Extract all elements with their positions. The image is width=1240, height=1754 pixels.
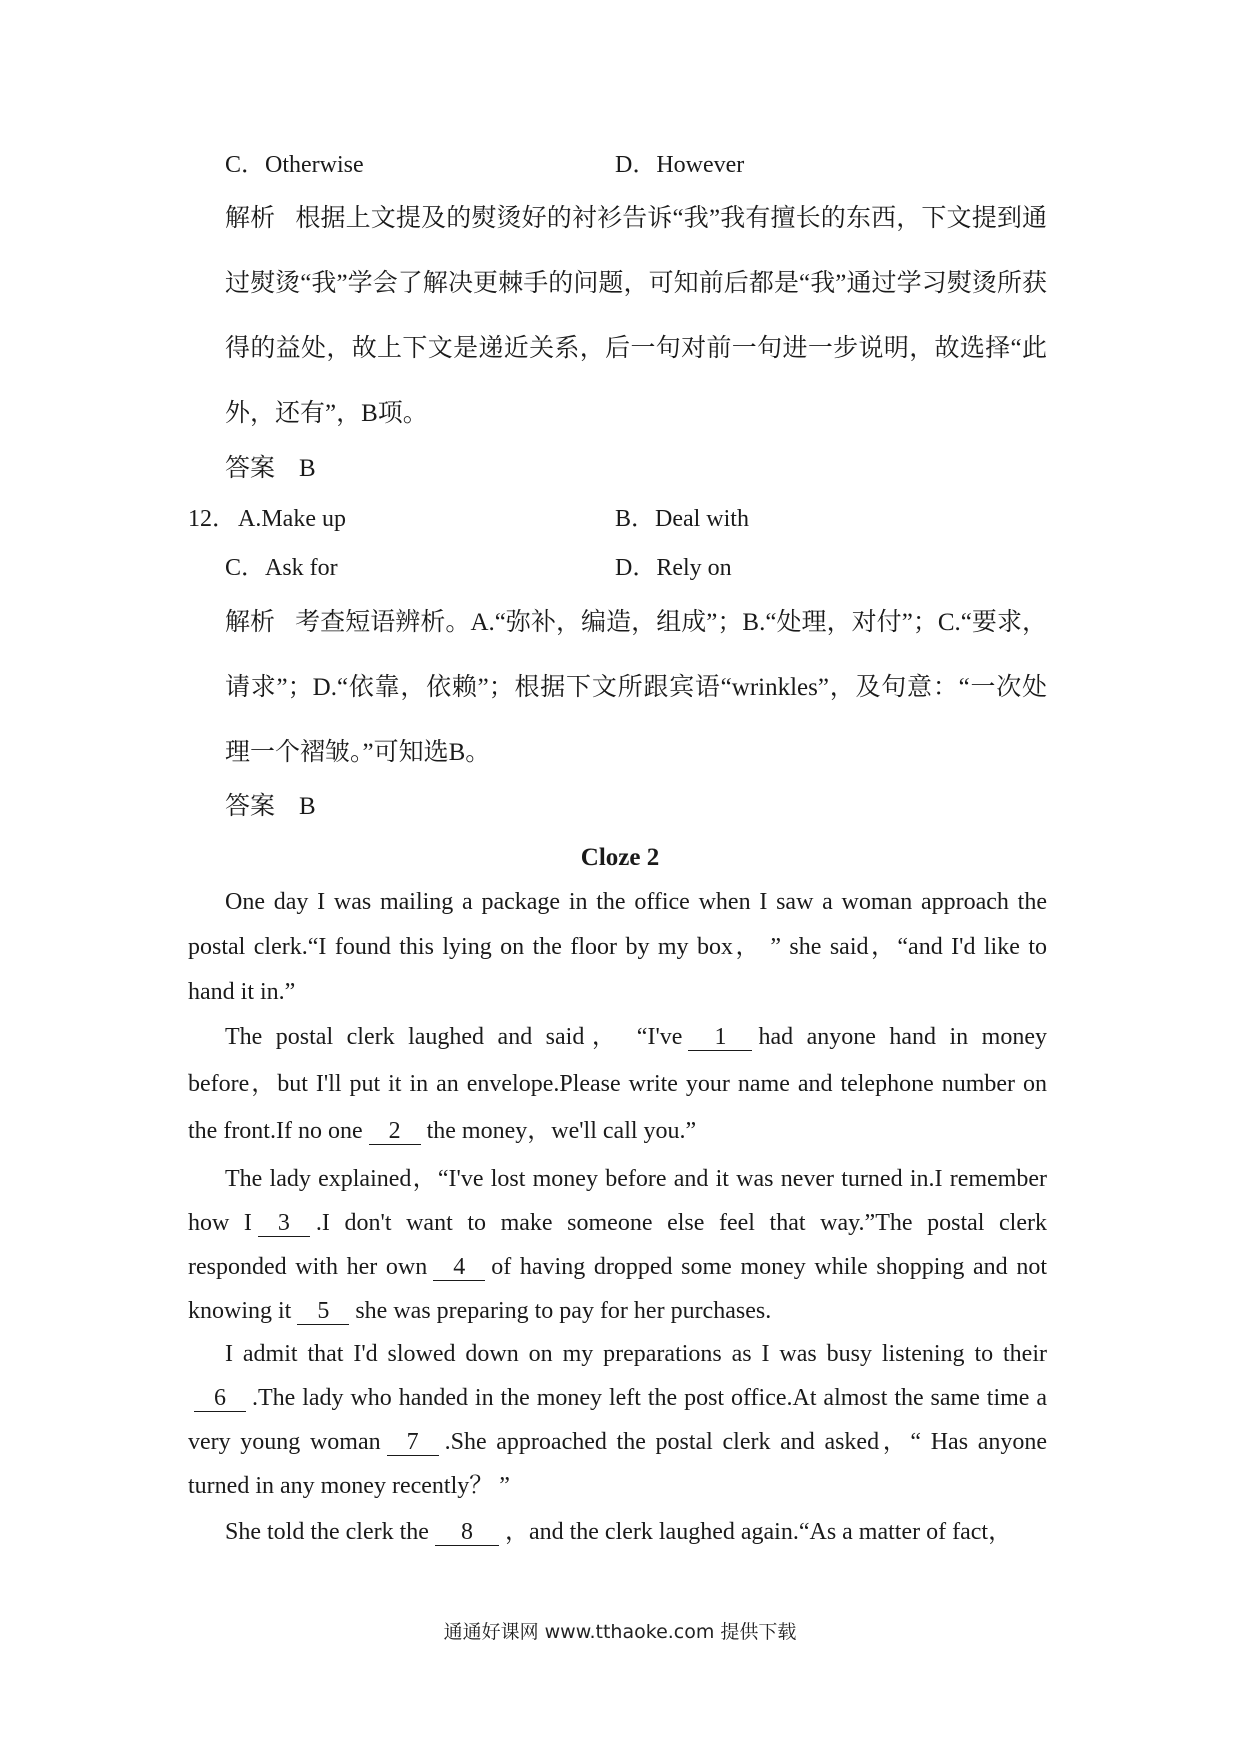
q11-explanation-label: 解析 — [225, 205, 276, 232]
blank-2: 2 — [369, 1118, 421, 1145]
q12-explanation-text: 考查短语辨析。A.“弥补，编造，组成”；B.“处理，对付”；C.“要求，请求”；D.“依靠，依赖”；根据下文所跟宾语“wrinkles”，及句意：“一次处理一个褶皱。”可知选B。 — [225, 609, 1047, 766]
q12-option-a: A.Make up — [238, 506, 346, 532]
passage-text: ，and the clerk laughed again.“As a matter of fact， — [504, 1519, 1013, 1545]
passage-text: I admit that I'd slowed down on my preparations as I was busy listening to their — [225, 1341, 1047, 1367]
passage-text: the money，we'll call you.” — [426, 1118, 697, 1144]
q11-explanation-text: 根据上文提及的熨烫好的衬衫告诉“我”我有擅长的东西，下文提到通过熨烫“我”学会了解决更棘手的问题，可知前后都是“我”通过学习熨烫所获得的益处，故上下文是递近关系，后一句对前一句进一步说明，故选择“此外，还有”，B项。 — [225, 205, 1047, 427]
passage-text: she was preparing to pay for her purchases. — [355, 1298, 772, 1324]
passage-paragraph-2 — [188, 1014, 1047, 1155]
q11-answer — [225, 451, 316, 487]
cloze-title: Cloze 2 — [580, 844, 660, 871]
page-footer: 通通好课网 www.tthaoke.com 提供下载 — [443, 1621, 797, 1643]
blank-1: 1 — [688, 1024, 752, 1051]
passage-paragraph-1: One day I was mailing a package in the office when I saw a woman approach the postal clerk.“I found this lying on the floor by my box， ” she said，“and I'd like to hand it in.” — [188, 889, 1047, 1005]
passage-text: The postal clerk laughed and said， “I've — [225, 1024, 683, 1050]
q12-explanation — [225, 590, 1047, 785]
q11-option-c: C．Otherwise — [225, 152, 364, 178]
blank-5: 5 — [297, 1298, 349, 1325]
q12-answer-value: B — [299, 793, 316, 820]
q11-answer-label: 答案 — [225, 455, 276, 482]
passage-paragraph-4 — [188, 1332, 1047, 1508]
blank-8: 8 — [435, 1519, 499, 1546]
q12-option-c: C．Ask for — [225, 555, 338, 581]
passage-text: .I don't want to make someone else feel that way.”The postal clerk responded with her own — [188, 1210, 1047, 1280]
q12-answer-label: 答案 — [225, 793, 276, 820]
blank-3: 3 — [258, 1210, 310, 1237]
q12-answer — [225, 789, 316, 825]
passage-paragraph-3 — [188, 1157, 1047, 1333]
passage-text: .The lady who handed in the money left the post office.At almost the same time a very young woman — [188, 1385, 1047, 1455]
q12-explanation-label: 解析 — [225, 609, 276, 636]
q11-option-d: D．However — [615, 152, 745, 178]
q12-option-b: B．Deal with — [615, 506, 749, 532]
blank-6: 6 — [194, 1385, 246, 1412]
passage-text: .She approached the postal clerk and asked，“ Has anyone turned in any money recently？ ” — [188, 1429, 1048, 1499]
q11-explanation — [225, 186, 1047, 446]
passage-text: of having dropped some money while shopping and not knowing it — [188, 1254, 1048, 1324]
passage-text: had anyone hand in money before，but I'll put it in an envelope.Please write your name and telephone number on the front.If no one — [188, 1024, 1047, 1144]
passage-text: The lady explained，“I've lost money before and it was never turned in.I remember how I — [188, 1166, 1047, 1236]
blank-4: 4 — [433, 1254, 485, 1281]
passage-text: She told the clerk the — [225, 1519, 429, 1545]
blank-7: 7 — [387, 1429, 439, 1456]
passage-paragraph-5 — [188, 1510, 1047, 1554]
q11-answer-value: B — [299, 455, 316, 482]
q12-number: 12． — [188, 506, 236, 532]
q12-option-d: D．Rely on — [615, 555, 732, 581]
